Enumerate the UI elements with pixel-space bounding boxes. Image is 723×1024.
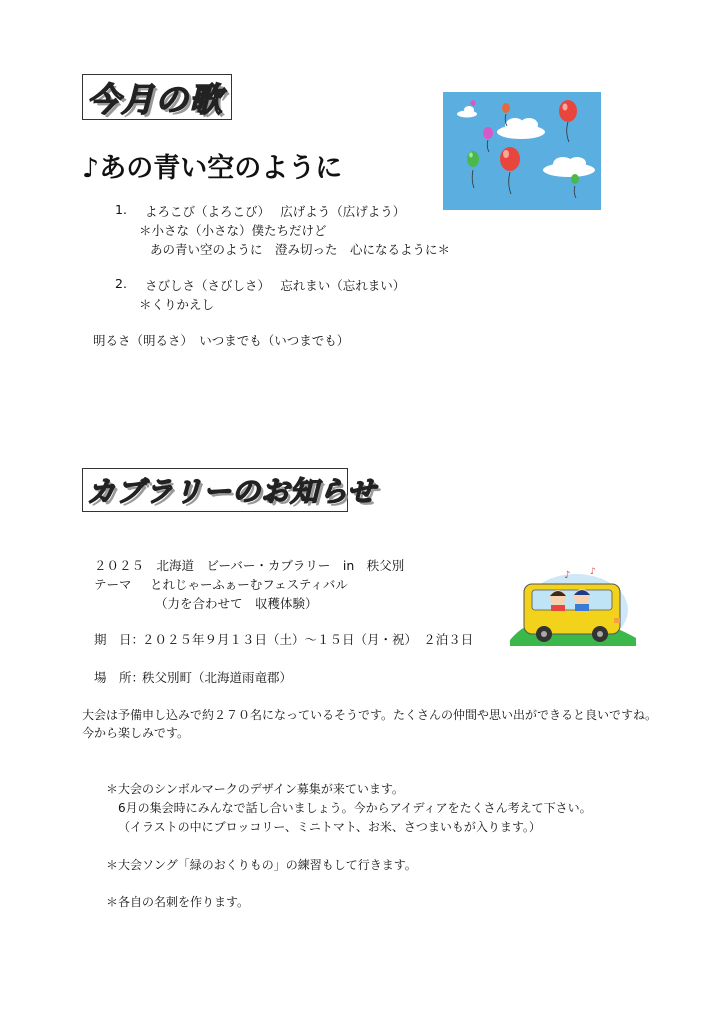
info-paragraph-line1: 大会は予備申し込みで約２７０名になっているそうです。たくさんの仲間や思い出ができると良いですね。 bbox=[82, 708, 658, 722]
verse2-line1: さびしさ（さびしさ） 忘れまい（忘れまい） bbox=[145, 278, 406, 293]
verse1-line3: あの青い空のように 澄み切った 心になるように＊ bbox=[150, 242, 451, 257]
song-heading-box bbox=[82, 74, 232, 120]
balloons-sky-illustration bbox=[443, 92, 601, 210]
info-paragraph-line2: 今から楽しみです。 bbox=[82, 726, 190, 740]
svg-text:♪: ♪ bbox=[590, 567, 596, 577]
period-label: 期 日： bbox=[94, 632, 145, 647]
place-text: 秩父別町（北海道雨竜郡） bbox=[142, 670, 293, 685]
notice-heading-box bbox=[82, 468, 377, 512]
svg-text:♪: ♪ bbox=[564, 570, 571, 581]
bullet1-line1: ＊大会のシンボルマークのデザイン募集が来ています。 bbox=[106, 782, 404, 796]
place-label: 場 所： bbox=[94, 670, 145, 685]
bullet2-line1: ＊大会ソング「緑のおくりもの」の練習もして行きます。 bbox=[106, 858, 417, 872]
song-title: ♪あの青い空のように bbox=[82, 153, 343, 184]
verse2-number: 2. bbox=[115, 276, 127, 291]
bullet1-line2: 6月の集会時にみんなで話し合いましょう。今からアイディアをたくさん考えて下さい。 bbox=[118, 801, 592, 815]
notice-heading: カブラリーのお知らせ bbox=[87, 475, 377, 508]
song-closing-line: 明るさ（明るさ） いつまでも（いつまでも） bbox=[93, 333, 350, 348]
theme-subtitle: （力を合わせて 収穫体験） bbox=[155, 596, 318, 611]
event-line: ２０２５ 北海道 ビーバー・カブラリー in 秩父別 bbox=[94, 558, 405, 573]
bullet1-line3: （イラストの中にブロッコリー、ミニトマト、お米、さつまいもが入ります。） bbox=[118, 820, 541, 834]
verse2-line2: ＊くりかえし bbox=[139, 297, 215, 312]
theme-label: テーマ bbox=[94, 577, 132, 592]
verse1-line1: よろこび（よろこび） 広げよう（広げよう） bbox=[145, 204, 406, 219]
theme-text: とれじゃーふぁーむフェスティバル bbox=[150, 577, 348, 592]
period-text: ２０２５年９月１３日（土）～１５日（月・祝） ２泊３日 bbox=[142, 632, 474, 647]
verse1-number: 1. bbox=[115, 202, 127, 217]
verse1-line2: ＊小さな（小さな）僕たちだけど bbox=[139, 223, 327, 238]
bus-children-illustration bbox=[510, 560, 636, 646]
bullet3-line1: ＊各自の名刺を作ります。 bbox=[106, 895, 250, 909]
song-heading: 今月の歌 bbox=[87, 79, 223, 119]
